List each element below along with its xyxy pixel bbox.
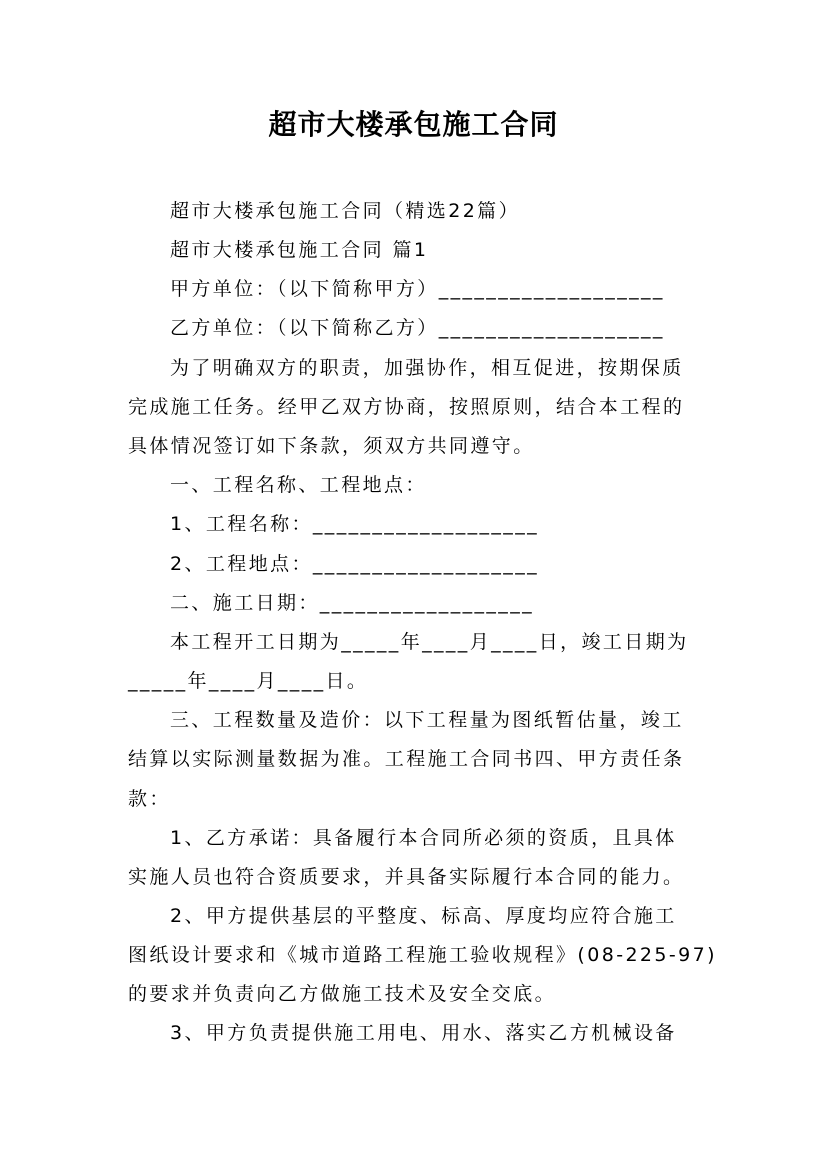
paragraph-line: 的要求并负责向乙方做施工技术及安全交底。	[128, 983, 557, 1005]
chapter-heading: 超市大楼承包施工合同 篇1	[170, 239, 429, 261]
paragraph-line: 完成施工任务。经甲乙双方协商，按照原则，结合本工程的	[128, 396, 685, 418]
paragraph-line: 为了明确双方的职责，加强协作，相互促进，按期保质	[170, 357, 684, 379]
paragraph-line: 具体情况签订如下条款，须双方共同遵守。	[128, 435, 535, 457]
paragraph-line: 本工程开工日期为_____年____月____日，竣工日期为	[170, 631, 689, 653]
paragraph-line: 图纸设计要求和《城市道路工程施工验收规程》(08-225-97)	[128, 944, 717, 966]
section-heading: 一、工程名称、工程地点：	[170, 474, 427, 496]
project-location-line: 2、工程地点：___________________	[170, 553, 539, 575]
paragraph-line: 结算以实际测量数据为准。工程施工合同书四、甲方责任条	[128, 748, 685, 770]
doc-subtitle: 超市大楼承包施工合同（精选22篇）	[170, 200, 520, 222]
clause-line: 2、甲方提供基层的平整度、标高、厚度均应符合施工	[170, 905, 677, 927]
document-title: 超市大楼承包施工合同	[268, 108, 559, 141]
section-heading: 三、工程数量及造价：以下工程量为图纸暂估量，竣工	[170, 709, 684, 731]
clause-line: 3、甲方负责提供施工用电、用水、落实乙方机械设备	[170, 1022, 677, 1044]
paragraph-line: 实施人员也符合资质要求，并具备实际履行本合同的能力。	[128, 866, 685, 888]
construction-date-line: 二、施工日期：__________________	[170, 592, 535, 614]
project-name-line: 1、工程名称：___________________	[170, 513, 539, 535]
party-b-line: 乙方单位：（以下简称乙方）___________________	[170, 317, 665, 339]
party-a-line: 甲方单位：（以下简称甲方）___________________	[170, 278, 665, 300]
clause-line: 1、乙方承诺：具备履行本合同所必须的资质，且具体	[170, 827, 677, 849]
paragraph-line: _____年____月____日。	[128, 670, 369, 692]
paragraph-line: 款：	[128, 788, 171, 810]
